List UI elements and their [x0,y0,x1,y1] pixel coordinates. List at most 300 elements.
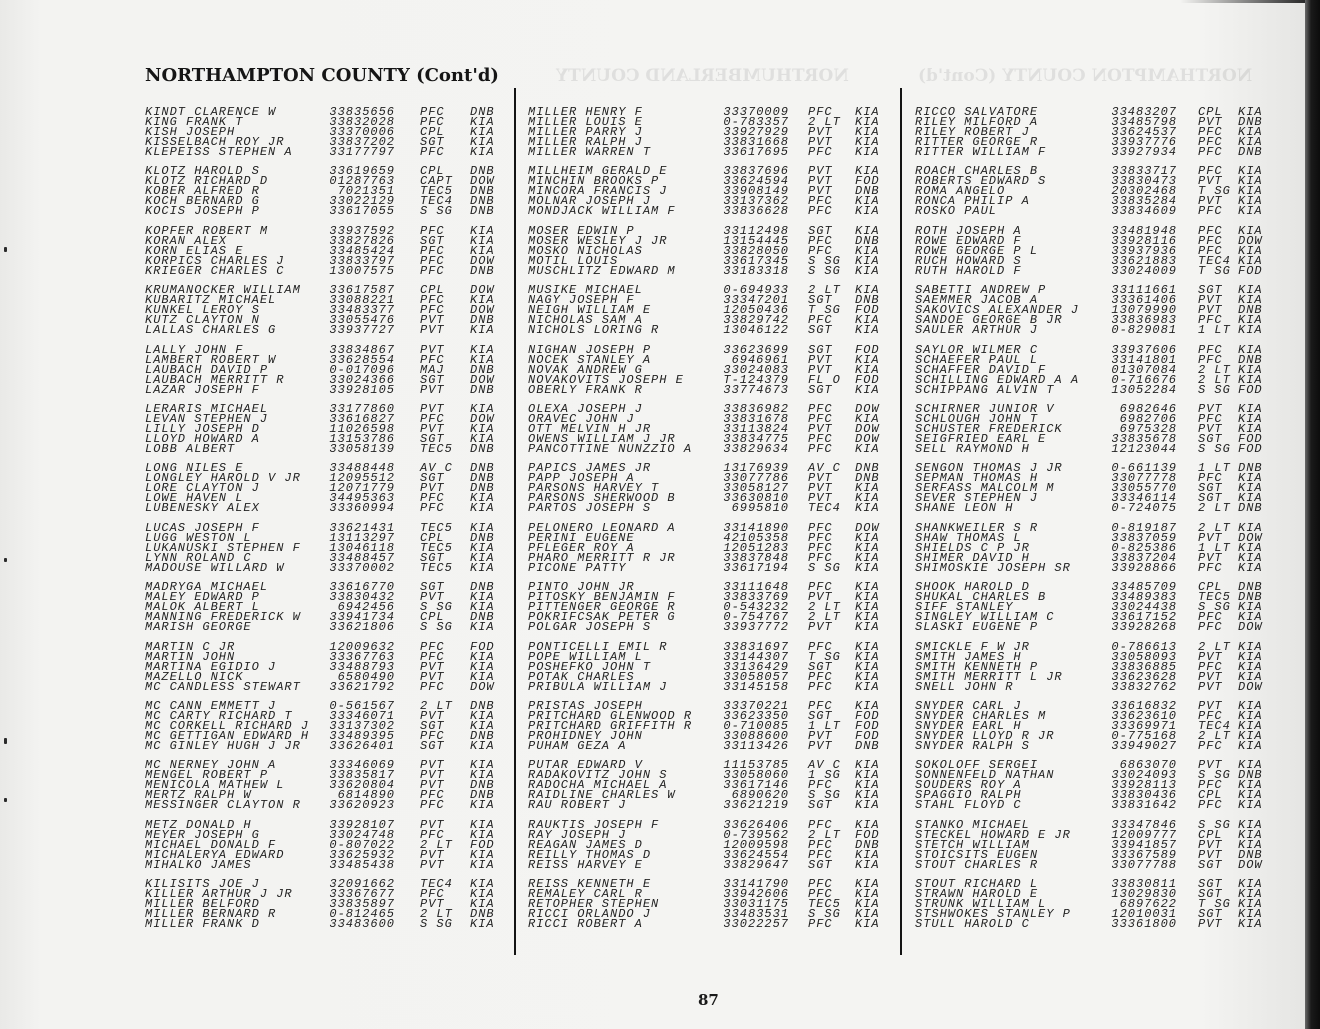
rank: SGT [808,293,833,308]
soldier-name: PITOSKY BENJAMIN F [528,590,676,605]
serial-number: 12009632 [329,639,395,654]
serial-number: 33620804 [329,778,395,793]
status-code: DNB [1238,461,1263,476]
soldier-name: MOTIL LOUIS [528,253,619,268]
soldier-name: NEIGH WILLIAM E [528,303,652,318]
rank: PFC [808,778,833,793]
roster-row [915,204,1275,219]
roster-row [915,798,1275,813]
soldier-name: RAUKTIS JOSEPH F [528,817,660,832]
soldier-name: NIGHAN JOSEPH P [528,342,652,357]
status-code: KIA [1238,481,1263,496]
soldier-name: REAGAN JAMES D [528,837,643,852]
status-code: FOD [1238,263,1263,278]
serial-number: 7021351 [337,184,395,199]
roster-row [915,741,1275,751]
roster-group [528,107,890,157]
rank: PFC [420,788,445,803]
status-code: KIA [470,550,495,565]
serial-number: 34495363 [329,491,395,506]
soldier-name: SERFASS MALCOLM M [915,481,1055,496]
status-code: KIA [1238,907,1263,922]
status-code: KIA [470,659,495,674]
roster-column-2 [528,107,890,937]
serial-number: 33488457 [329,550,395,565]
rank: T SG [1198,263,1231,278]
rank: 1 SG [808,768,841,783]
status-code: KIA [855,323,880,338]
soldier-name: RILEY MILFORD A [915,115,1039,129]
rank: PVT [1198,550,1223,565]
serial-number: 0-694933 [723,283,789,298]
rank: SGT [420,233,445,248]
status-code: KIA [470,422,495,436]
rank: PFC [808,679,833,694]
rank: PFC [420,729,445,743]
soldier-name: MILLER PARRY J [528,125,643,139]
rank: S SG [1198,382,1231,397]
soldier-name: RETOPHER STEPHEN [528,897,660,912]
soldier-name: KISH JOSEPH [145,125,236,139]
rank: PFC [808,243,833,258]
soldier-name: KORN ELIAS E [145,243,244,258]
serial-number: 33928105 [329,382,395,397]
status-code: KIA [855,758,880,773]
status-code: DNB [470,778,495,793]
status-code: FOD [855,174,880,189]
status-code: KIA [470,649,495,664]
rank: PVT [420,817,445,832]
soldier-name: KOPFER ROBERT M [145,223,269,238]
serial-number: 33361406 [1111,293,1177,308]
rank: SGT [808,382,833,397]
serial-number: 33623350 [723,709,789,723]
roster-group [528,342,890,397]
serial-number: 33113426 [723,739,789,753]
scan-border [1180,0,1305,3]
serial-number: 33137362 [723,194,789,209]
rank: TEC5 [420,520,453,535]
serial-number: 33488448 [329,461,395,476]
soldier-name: MC NERNEY JOHN A [145,758,277,773]
roster-row [915,679,1275,694]
scan-speck [4,247,7,252]
serial-number: 33829742 [723,313,789,328]
status-code: KIA [1238,649,1263,664]
soldier-name: RAY JOSEPH J [528,827,627,842]
status-code: KIA [855,283,880,298]
soldier-name: LLOYD HOWARD A [145,432,260,446]
serial-number: 13052284 [1111,382,1177,397]
roster-row [145,741,505,751]
serial-number: 33058057 [723,669,789,684]
status-code: KIA [470,620,495,635]
rank: PFC [1198,233,1223,248]
rank: CPL [1198,788,1223,803]
soldier-name: SNYDER CARL J [915,699,1022,713]
status-code: KIA [470,798,495,813]
status-code: KIA [855,164,880,179]
rank: PVT [420,323,445,338]
rank: PFC [1198,709,1223,723]
rank: PVT [808,422,833,436]
status-code: KIA [470,817,495,832]
serial-number: 0-716676 [1111,372,1177,387]
serial-number: 33835817 [329,768,395,783]
rank: PFC [808,520,833,535]
rank: 2 LT [1198,639,1231,654]
rank: PVT [1198,174,1223,189]
status-code: DNB [855,184,880,199]
rank: PVT [1198,293,1223,308]
scan-speck [4,798,7,802]
rank: SGT [1198,857,1223,872]
roster-row [145,204,505,219]
serial-number: 33834867 [329,342,395,357]
status-code: KIA [1238,917,1263,932]
status-code: KIA [470,758,495,773]
status-code: KIA [470,115,495,129]
roster-row [145,147,505,157]
serial-number: 33928268 [1111,620,1177,635]
soldier-name: SHANE LEON H [915,501,1014,516]
serial-number: 33617055 [329,204,395,219]
rank: PVT [1198,194,1223,209]
rank: FL O [808,372,841,387]
rank: PFC [1198,352,1223,367]
roster-group [528,701,890,751]
rank: TEC4 [1198,253,1231,268]
soldier-name: MINCHIN BROOKS P [528,174,660,189]
status-code: DOW [1238,233,1263,248]
soldier-name: RUCH HOWARD S [915,253,1022,268]
soldier-name: LONG NILES E [145,461,244,476]
rank: TEC4 [808,501,841,516]
rank: PFC [1198,412,1223,426]
rank: PFC [420,145,445,159]
serial-number: 33367677 [329,887,395,902]
rank: CAPT [420,174,453,189]
rank: PVT [420,402,445,416]
soldier-name: POTAK CHARLES [528,669,635,684]
soldier-name: MADRYGA MICHAEL [145,580,269,595]
serial-number: 33617345 [723,253,789,268]
status-code: DOW [470,679,495,694]
soldier-name: NOVAK ANDREW G [528,362,643,377]
status-code: DNB [1238,768,1263,783]
serial-number: 33837059 [1111,530,1177,545]
soldier-name: MUSIKE MICHAEL [528,283,643,298]
rank: 2 LT [1198,520,1231,535]
serial-number: 33144307 [723,649,789,664]
soldier-name: PRITCHARD GLENWOOD R [528,709,693,723]
roster-group [145,223,505,278]
status-code: DOW [855,520,880,535]
rank: PVT [1198,699,1223,713]
soldier-name: KILISITS JOE J [145,877,260,892]
status-code: KIA [1238,550,1263,565]
status-code: KIA [1238,699,1263,713]
rank: PFC [420,352,445,367]
rank: SGT [808,659,833,674]
serial-number: 33111661 [1111,283,1177,298]
soldier-name: LAMBERT ROBERT W [145,352,277,367]
status-code: KIA [855,887,880,902]
soldier-name: SHIMER DAVID H [915,550,1030,565]
status-code: KIA [855,243,880,258]
rank: SGT [1198,491,1223,506]
serial-number: 33834775 [723,432,789,446]
soldier-name: SNYDER EARL H [915,719,1022,733]
status-code: DNB [470,481,495,496]
serial-number: 33937772 [723,620,789,635]
serial-number: 33827826 [329,233,395,248]
rank: PVT [420,768,445,783]
roster-group [145,639,505,694]
roster-group [145,283,505,338]
status-code: KIA [1238,709,1263,723]
soldier-name: NOCEK STANLEY A [528,352,652,367]
serial-number: 33088600 [723,729,789,743]
soldier-name: RADAKOVITZ JOHN S [528,768,668,783]
roster-row [915,263,1275,278]
column-divider [900,88,902,955]
serial-number: 33837696 [723,164,789,179]
status-code: KIA [855,263,880,278]
status-code: KIA [1238,402,1263,416]
rank: 2 LT [420,907,453,922]
serial-number: 33024748 [329,827,395,842]
roster-row [915,501,1275,516]
rank: 1 LT [1198,461,1231,476]
soldier-name: KILLER ARTHUR J JR [145,887,293,902]
rank: SGT [1198,877,1223,892]
status-code: KIA [855,362,880,377]
rank: PVT [808,620,833,635]
status-code: DNB [1238,590,1263,605]
rank: TEC5 [420,560,453,575]
status-code: DNB [1238,352,1263,367]
soldier-name: SENGON THOMAS J JR [915,461,1063,476]
status-code: DNB [470,610,495,625]
rank: SGT [420,135,445,149]
rank: CPL [1198,580,1223,595]
rank: T SG [808,303,841,318]
roster-row [528,917,890,932]
serial-number: 33625932 [329,847,395,862]
roster-group [915,758,1275,813]
serial-number: 33628554 [329,352,395,367]
serial-number: 0-829081 [1111,323,1177,338]
serial-number: 0-017096 [329,362,395,377]
serial-number: 33937606 [1111,342,1177,357]
serial-number: 42105358 [723,530,789,545]
serial-number: 33483207 [1111,105,1177,119]
rank: PFC [808,917,833,932]
rank: TEC5 [420,540,453,555]
rank: 1 LT [1198,323,1231,338]
roster-row [145,679,505,694]
soldier-name: SNYDER CHARLES M [915,709,1047,723]
soldier-name: MILLER FRANK D [145,917,260,932]
serial-number: 33024093 [1111,768,1177,783]
status-code: KIA [470,243,495,258]
roster-group [915,461,1275,516]
serial-number: 12010031 [1111,907,1177,922]
serial-number: 33832762 [1111,679,1177,694]
roster-group [528,877,890,932]
status-code: KIA [1238,105,1263,119]
roster-row [915,147,1275,157]
soldier-name: SMITH KENNETH P [915,659,1039,674]
rank: S SG [420,620,453,635]
serial-number: 33136429 [723,659,789,674]
roster-row [145,620,505,635]
serial-number: 33621806 [329,620,395,635]
soldier-name: MALEY EDWARD P [145,590,260,605]
status-code: KIA [855,857,880,872]
rank: TEC4 [420,877,453,892]
status-code: KIA [1238,362,1263,377]
rank: PFC [1198,778,1223,793]
soldier-name: MARTIN C JR [145,639,236,654]
rank: TEC4 [420,194,453,209]
soldier-name: MANNING FREDERICK W [145,610,301,625]
rank: 2 LT [420,837,453,852]
soldier-name: LAUBACH MERRITT R [145,372,285,387]
status-code: DNB [470,184,495,199]
rank: S SG [808,253,841,268]
soldier-name: PROHIDNEY JOHN [528,729,643,743]
serial-number: 33937776 [1111,135,1177,149]
serial-number: 33623610 [1111,709,1177,723]
serial-number: 13046122 [723,323,789,338]
status-code: KIA [855,481,880,496]
rank: PVT [420,313,445,328]
status-code: KIA [855,649,880,664]
rank: PFC [808,432,833,446]
status-code: KIA [855,679,880,694]
serial-number: 33835656 [329,105,395,119]
soldier-name: MARTIN JOHN [145,649,236,664]
serial-number: 13113297 [329,530,395,545]
serial-number: 33141790 [723,877,789,892]
soldier-name: SLASKI EUGENE P [915,620,1039,635]
rank: S SG [808,907,841,922]
status-code: KIA [855,897,880,912]
status-code: KIA [470,432,495,446]
serial-number: 33620923 [329,798,395,813]
serial-number: 12123044 [1111,442,1177,456]
soldier-name: SNYDER RALPH S [915,739,1030,753]
rank: PFC [808,233,833,248]
serial-number: 11026598 [329,422,395,436]
soldier-name: MOSER WESLEY J JR [528,233,668,248]
rank: S SG [1198,817,1231,832]
serial-number: 33137302 [329,719,395,733]
serial-number: 0-739562 [723,827,789,842]
soldier-name: SMICKLE F W JR [915,639,1030,654]
rank: PFC [420,649,445,664]
rank: PVT [1198,530,1223,545]
status-code: KIA [1238,520,1263,535]
serial-number: 33055476 [329,313,395,328]
status-code: KIA [855,768,880,783]
soldier-name: SHUKAL CHARLES B [915,590,1047,605]
rank: PVT [1198,115,1223,129]
status-code: KIA [470,709,495,723]
status-code: KIA [470,887,495,902]
roster-group [915,877,1275,932]
rank: PVT [420,481,445,496]
rank: TEC5 [420,442,453,456]
soldier-name: STOICSITS EUGEN [915,847,1039,862]
status-code: DNB [470,105,495,119]
status-code: KIA [470,293,495,308]
soldier-name: KLEPEISS STEPHEN A [145,145,293,159]
roster-group [528,164,890,219]
soldier-name: PONTICELLI EMIL R [528,639,668,654]
status-code: KIA [470,847,495,862]
status-code: KIA [470,540,495,555]
rank: PFC [1198,610,1223,625]
soldier-name: MIHALKO JAMES [145,857,252,872]
rank: SGT [1198,481,1223,496]
soldier-name: OWENS WILLIAM J JR [528,432,676,446]
status-code: DNB [855,461,880,476]
rank: PVT [808,739,833,753]
serial-number: 33928113 [1111,778,1177,793]
status-code: DOW [855,422,880,436]
rank: 2 LT [808,283,841,298]
serial-number: 11153785 [723,758,789,773]
serial-number: 33485438 [329,857,395,872]
status-code: DNB [470,729,495,743]
roster-group [528,520,890,575]
status-code: KIA [855,491,880,506]
serial-number: 6946961 [731,352,789,367]
rank: 2 LT [1198,362,1231,377]
rank: 2 LT [808,827,841,842]
soldier-name: LALLY JOHN F [145,342,244,357]
serial-number: 33927929 [723,125,789,139]
rank: SGT [1198,432,1223,446]
soldier-name: MC CORKELL RICHARD J [145,719,310,733]
serial-number: 33346071 [329,709,395,723]
status-code: KIA [470,501,495,516]
serial-number: 33485709 [1111,580,1177,595]
serial-number: 6580490 [337,669,395,684]
rank: PFC [808,817,833,832]
status-code: KIA [470,352,495,367]
status-code: KIA [855,907,880,922]
status-code: DNB [1238,115,1263,129]
rank: SGT [808,323,833,338]
serial-number: 0-754767 [723,610,789,625]
soldier-name: RILEY ROBERT J [915,125,1030,139]
roster-row [528,560,890,575]
status-code: KIA [470,125,495,139]
serial-number: 33928116 [1111,233,1177,248]
serial-number: 33031175 [723,897,789,912]
soldier-name: KRIEGER CHARLES C [145,263,285,278]
soldier-name: REISS HARVEY E [528,857,643,872]
serial-number: 33619659 [329,164,395,179]
rank: PFC [420,491,445,506]
rank: 2 LT [420,699,453,713]
soldier-name: LORE CLAYTON J [145,481,260,496]
bleed-through-heading: NORTHAMPTON COUNTY (Cont'd) [918,66,1253,86]
